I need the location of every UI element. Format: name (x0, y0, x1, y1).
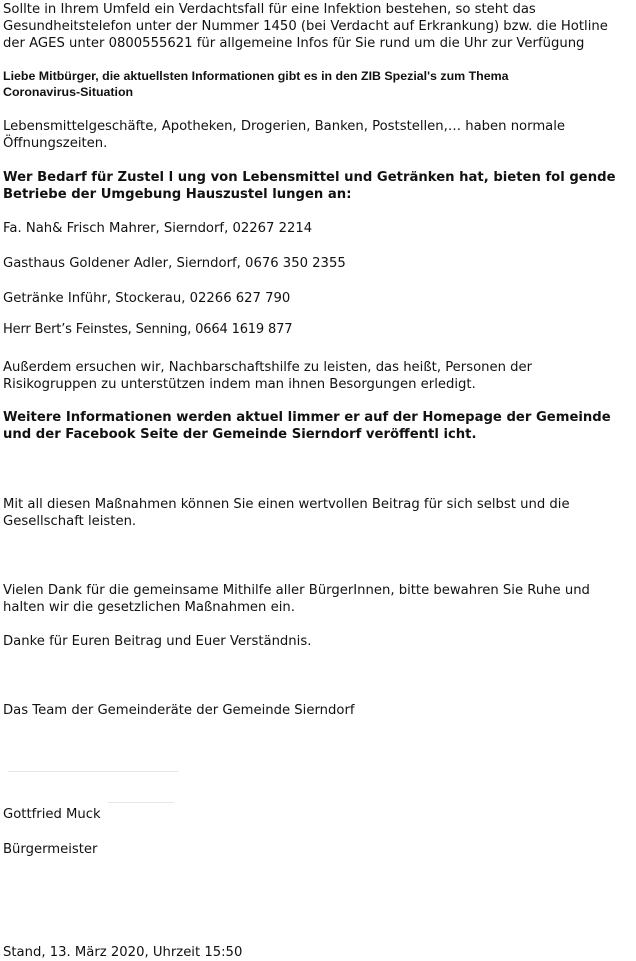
shops-paragraph: Lebensmittelgeschäfte, Apotheken, Drogerien, Banken, Poststellen,… haben normale Öffnungszeiten. (3, 119, 566, 151)
signature-trace (8, 771, 178, 772)
business-line-1: Fa. Nah& Frisch Mahrer, Sierndorf, 02267 2214 (3, 221, 313, 236)
signer-title: Bürgermeister (3, 842, 98, 857)
delivery-heading: Wer Bedarf für Zustel l ung von Lebensmittel und Getränken hat, bieten fol gende Betriebe der Umgebung Hauszustel lungen an: (3, 170, 616, 202)
business-line-3: Getränke Inführ, Stockerau, 02266 627 790 (3, 291, 291, 306)
stand-line: Stand, 13. März 2020, Uhrzeit 15:50 (3, 945, 243, 960)
team-line: Das Team der Gemeinderäte der Gemeinde Sierndorf (3, 703, 355, 718)
thanks2-paragraph: Danke für Euren Beitrag und Euer Verständnis. (3, 634, 312, 649)
business-line-2: Gasthaus Goldener Adler, Sierndorf, 0676 350 2355 (3, 256, 346, 271)
signer-name: Gottfried Muck (3, 807, 101, 822)
thanks-paragraph: Vielen Dank für die gemeinsame Mithilfe aller BürgerInnen, bitte bewahren Sie Ruhe und halten wir die gesetzlichen Maßnahmen ein. (3, 583, 590, 615)
business-line-4: Herr Bert’s Feinstes, Senning, 0664 1619 877 (3, 321, 293, 337)
more-info-paragraph: Weitere Informationen werden aktuel limmer er auf der Homepage der Gemeinde und der Facebook Seite der Gemeinde Sierndorf veröffentl icht. (3, 410, 611, 442)
neighbors-paragraph: Außerdem ersuchen wir, Nachbarschaftshilfe zu leisten, das heißt, Personen der Risikogruppen zu unterstützen indem man ihnen Besorgungen erledigt. (3, 360, 533, 392)
signature-trace (108, 802, 174, 803)
zib-paragraph: Liebe Mitbürger, die aktuellsten Informationen gibt es in den ZIB Spezial's zum Thema Coronavirus-Situation (3, 69, 509, 99)
intro-paragraph: Sollte in Ihrem Umfeld ein Verdachtsfall für eine Infektion bestehen, so steht das Gesundheitstelefon unter der Nummer 1450 (bei Verdacht auf Erkrankung) bzw. die Hotline der AGES unter 0800555621 für allgemeine Infos für Sie rund um die Uhr zur Verfügung (3, 2, 608, 51)
contribution-paragraph: Mit all diesen Maßnahmen können Sie einen wertvollen Beitrag für sich selbst und die Gesellschaft leisten. (3, 497, 570, 529)
